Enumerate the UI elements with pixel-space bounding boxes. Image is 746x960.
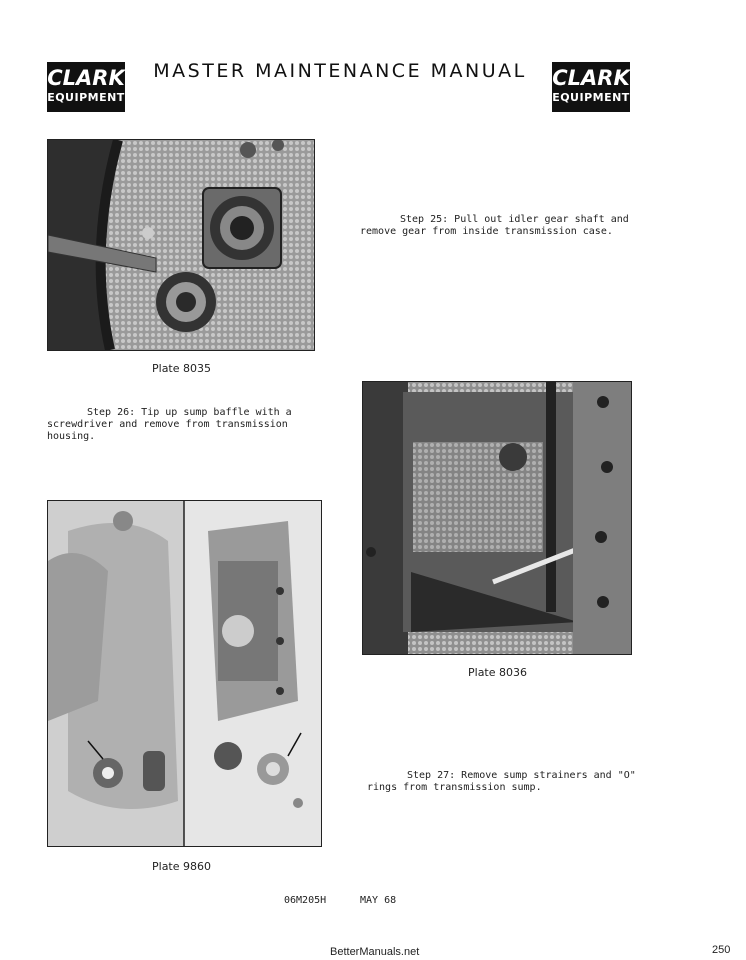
plate-8035-caption: Plate 8035 xyxy=(152,362,212,375)
page-title: MASTER MAINTENANCE MANUAL xyxy=(153,60,527,82)
logo-line1: CLARK xyxy=(552,66,630,90)
document-code: 06M205H xyxy=(284,895,327,906)
clark-logo-right xyxy=(552,62,630,112)
step-25-text: Step 25: Pull out idler gear shaft and remove gear from inside transmission case. xyxy=(360,214,629,237)
plate-8036-caption: Plate 8036 xyxy=(468,666,528,679)
plate-8035-photo xyxy=(47,139,315,351)
logo-line2: EQUIPMENT xyxy=(552,91,630,104)
logo-line1: CLARK xyxy=(47,66,125,90)
plate-9860-photo xyxy=(47,500,322,847)
step-26-text: Step 26: Tip up sump baffle with a screwdriver and remove from transmission housing. xyxy=(47,407,292,442)
logo-line2: EQUIPMENT xyxy=(47,91,125,104)
page-number: 250 xyxy=(712,944,731,956)
site-credit: BetterManuals.net xyxy=(330,946,420,958)
plate-8036-photo xyxy=(362,381,632,655)
step-27-text: Step 27: Remove sump strainers and "O" rings from transmission sump. xyxy=(367,770,636,793)
plate-9860-caption: Plate 9860 xyxy=(152,860,212,873)
clark-logo-left xyxy=(47,62,125,112)
document-date: MAY 68 xyxy=(360,895,397,906)
